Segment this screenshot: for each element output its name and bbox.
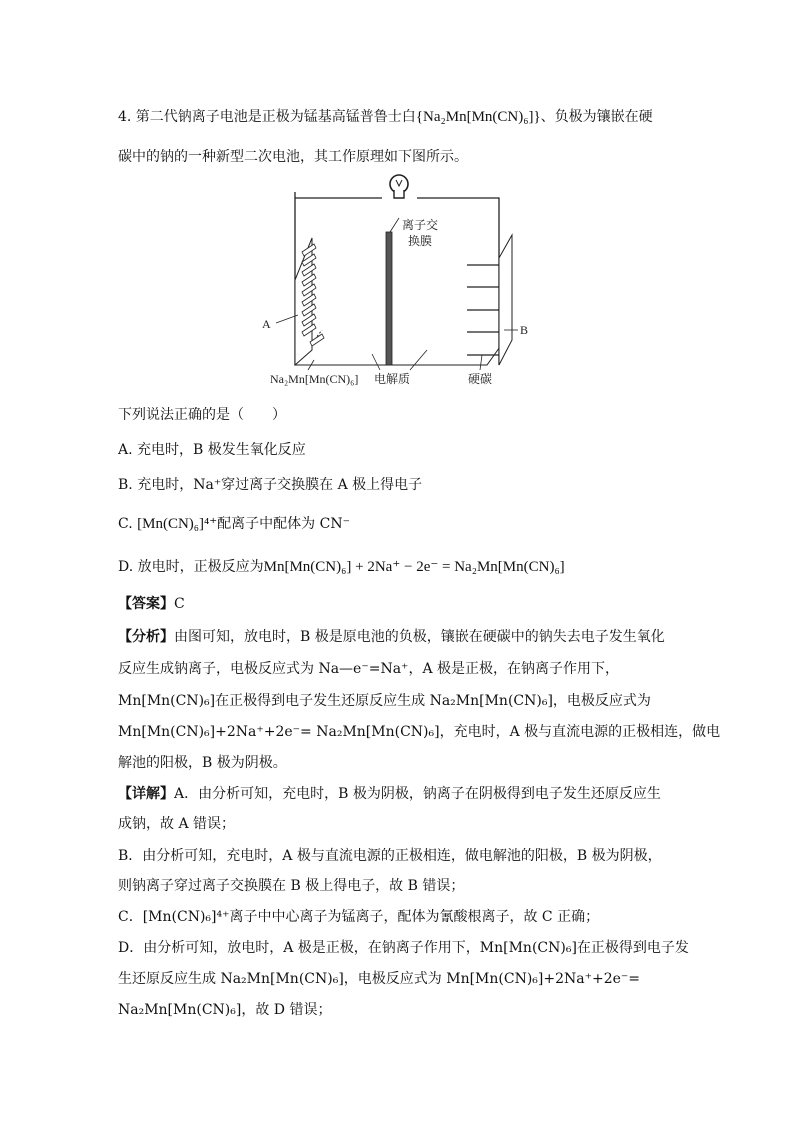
option-c-formula: [Mn(CN)₆]⁴⁺ [137, 516, 218, 532]
cathode-label: Na₂Mn[Mn(CN)₆] [270, 372, 359, 386]
ion-exchange-membrane [386, 232, 392, 365]
option-c-suffix: 配离子中配体为 CN⁻ [217, 516, 350, 532]
details-line-2: 成钠，故 A 错误； [118, 816, 236, 832]
membrane-pointer [390, 218, 399, 232]
question-line-1 [118, 106, 653, 126]
details-line-4: 则钠离子穿过离子交换膜在 B 极上得电子，故 B 错误； [118, 878, 465, 894]
electrolytic-cell [295, 330, 512, 365]
analysis-line-5: 解池的阳极，B 极为阴极。 [118, 755, 287, 771]
analysis-line-3: Mn[Mn(CN)₆]在正极得到电子发生还原反应生成 Na₂Mn[Mn(CN)₆]，电极反应式为 [118, 693, 651, 709]
bulb-icon [390, 175, 408, 198]
analysis-line-1 [118, 626, 665, 646]
hard-carbon-lines [467, 265, 499, 355]
option-c [118, 513, 350, 533]
circuit-wire [295, 192, 499, 365]
details-label: 【详解】 [118, 786, 174, 802]
battery-diagram [262, 170, 532, 395]
electrode-b-label: B [520, 323, 529, 337]
answer-line [118, 593, 185, 613]
electrode-a-label: A [262, 317, 271, 331]
question-prompt: 下列说法正确的是（ ） [118, 407, 286, 423]
membrane-label-1: 离子交 [402, 218, 439, 232]
option-c-prefix: C. [118, 516, 133, 532]
details-line-1 [118, 783, 661, 803]
hard-carbon-label: 硬碳 [468, 372, 493, 386]
question-line-2: 碳中的钠的一种新型二次电池，其工作原理如下图所示。 [118, 149, 468, 165]
electrode-b-plate [499, 235, 512, 365]
details-line-5: C．[Mn(CN)₆]⁴⁺离子中中心离子为锰离子，配体为氰酸根离子，故 C 正确； [118, 909, 600, 925]
details-line-6: D．由分析可知，放电时，A 极是正极，在钠离子作用下，Mn[Mn(CN)₆]在正极得到电子发 [118, 940, 689, 956]
option-b: B. 充电时，Na⁺穿过离子交换膜在 A 极上得电子 [118, 477, 423, 493]
analysis-line-4: Mn[Mn(CN)₆]+2Na⁺+2e⁻= Na₂Mn[Mn(CN)₆]，充电时，A 极与直流电源的正极相连，做电 [118, 724, 721, 740]
question-line-1-prefix: 4. 第二代钠离子电池是正极为锰基高锰普鲁士白 [118, 109, 416, 125]
option-d-prefix: D. 放电时，正极反应为 [118, 559, 264, 575]
electrolyte-label: 电解质 [374, 372, 411, 386]
analysis-text-1: 由图可知，放电时，B 极是原电池的负极，镶嵌在硬碳中的钠失去电子发生氧化 [174, 629, 665, 645]
analysis-line-2: 反应生成钠离子，电极反应式为 Na—e⁻=Na⁺，A 极是正极，在钠离子作用下， [118, 661, 619, 677]
details-text-1: A．由分析可知，充电时，B 极为阴极，钠离子在阴极得到电子发生还原反应生 [174, 786, 661, 802]
analysis-label: 【分析】 [118, 629, 174, 645]
option-d [118, 556, 565, 576]
option-a: A. 充电时，B 极发生氧化反应 [118, 442, 306, 458]
answer-value: C [174, 596, 185, 612]
details-line-3: B．由分析可知，充电时，A 极与直流电源的正极相连，做电解池的阳极，B 极为阴极， [118, 848, 662, 864]
details-line-7: 生还原反应生成 Na₂Mn[Mn(CN)₆]，电极反应式为 Mn[Mn(CN)₆]+2Na⁺+2e⁻= [118, 971, 641, 987]
details-line-8: Na₂Mn[Mn(CN)₆]，故 D 错误； [118, 1002, 332, 1018]
question-line-1-suffix: 、负极为镶嵌在硬 [540, 109, 653, 125]
option-d-formula: Mn[Mn(CN)₆] + 2Na⁺ − 2e⁻ = Na₂Mn[Mn(CN)₆] [263, 559, 565, 575]
membrane-label-2: 换膜 [408, 234, 433, 248]
answer-label: 【答案】 [118, 596, 174, 612]
cathode-formula: {Na₂Mn[Mn(CN)₆]} [415, 109, 541, 125]
